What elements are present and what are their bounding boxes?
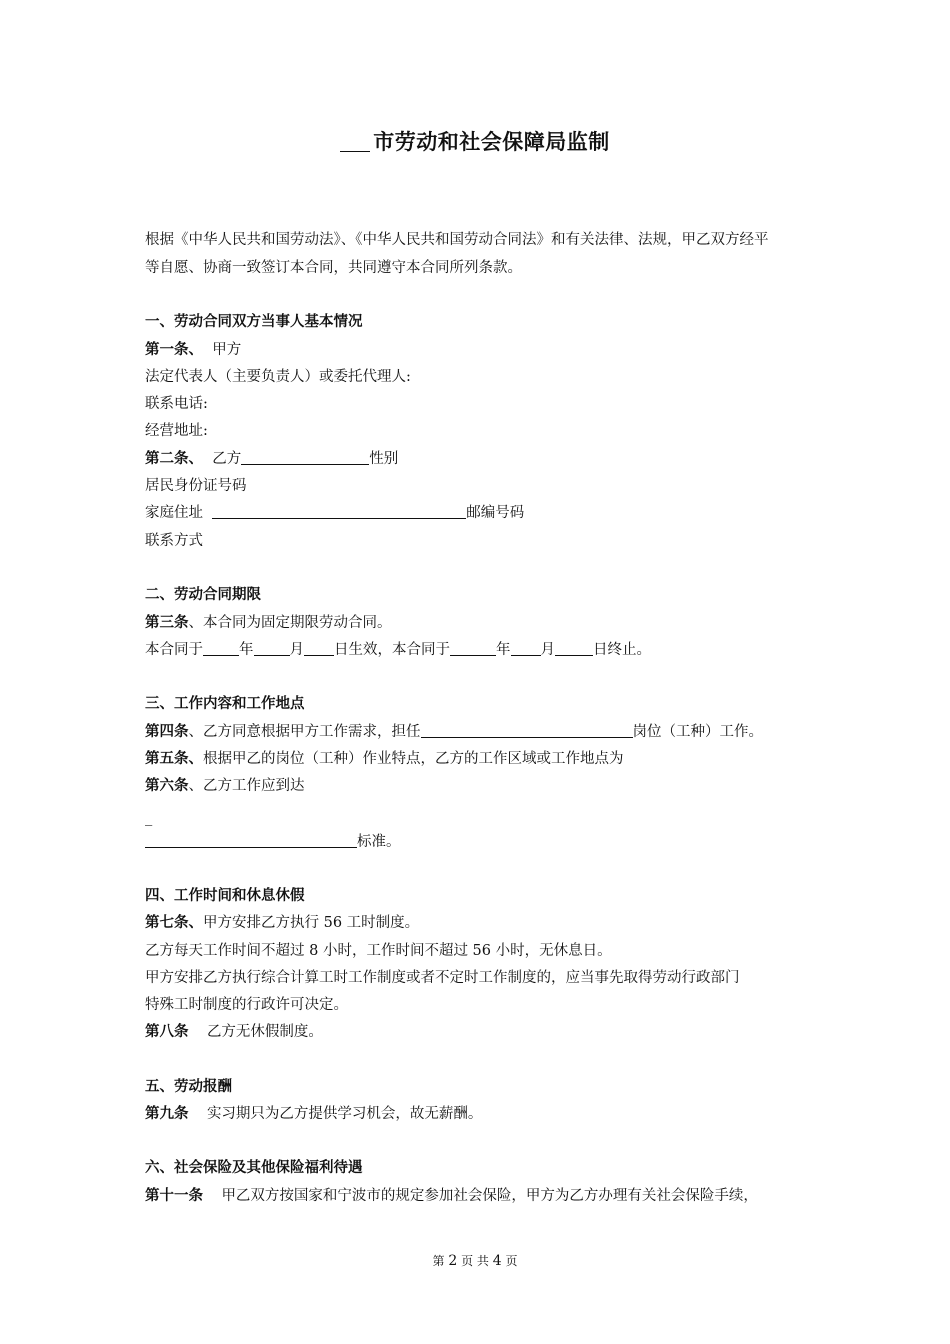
article-8-text: 乙方无休假制度。 xyxy=(206,1024,323,1040)
article-3 xyxy=(145,613,392,633)
special-hours-line-2: 特殊工时制度的行政许可决定。 xyxy=(145,997,348,1013)
term-end: 日终止。 xyxy=(593,642,651,658)
end-month-blank[interactable] xyxy=(511,640,541,656)
footer-prefix: 第 xyxy=(432,1254,445,1268)
article-3-label: 第三条 xyxy=(145,615,189,631)
end-year-blank[interactable] xyxy=(450,640,496,656)
article-11-label: 第十一条 xyxy=(145,1188,203,1204)
article-6 xyxy=(145,776,305,796)
article-3-text: 、本合同为固定期限劳动合同。 xyxy=(188,615,392,631)
article-2-party: 乙方 xyxy=(212,451,242,467)
page-number: 2 xyxy=(448,1253,458,1269)
term-effective: 日生效，本合同于 xyxy=(334,642,450,658)
article-9-text: 实习期只为乙方提供学习机会，故无薪酬。 xyxy=(206,1106,483,1122)
month-label: 月 xyxy=(540,642,555,658)
article-7-text: 甲方安排乙方执行 56 工时制度。 xyxy=(203,915,420,931)
intro-line-1: 根据《中华人民共和国劳动法》、《中华人民共和国劳动合同法》和有关法律、法规，甲乙双方经平 xyxy=(145,232,769,248)
title-blank xyxy=(340,131,370,152)
page-footer xyxy=(0,1252,950,1269)
gender-label: 性别 xyxy=(369,451,399,467)
article-4 xyxy=(145,722,763,742)
article-8-label: 第八条 xyxy=(145,1024,189,1040)
home-address-blank[interactable] xyxy=(212,503,466,519)
article-4-label: 第四条 xyxy=(145,724,189,740)
article-8 xyxy=(145,1022,323,1042)
section-5-heading: 五、劳动报酬 xyxy=(145,1079,232,1095)
standard-label: 标准。 xyxy=(357,834,401,850)
address-line: 经营地址: xyxy=(145,423,208,439)
section-1-heading: 一、劳动合同双方当事人基本情况 xyxy=(145,314,363,330)
id-line: 居民身份证号码 xyxy=(145,478,247,494)
month-label: 月 xyxy=(289,642,304,658)
article-9-label: 第九条 xyxy=(145,1106,189,1122)
term-line xyxy=(145,640,651,660)
article-11 xyxy=(145,1186,758,1206)
footer-suffix: 页 xyxy=(505,1254,518,1268)
article-1-label: 第一条、 xyxy=(145,342,203,358)
dash-line: _ xyxy=(145,810,153,826)
start-day-blank[interactable] xyxy=(304,640,334,656)
end-day-blank[interactable] xyxy=(555,640,593,656)
year-label: 年 xyxy=(239,642,254,658)
start-month-blank[interactable] xyxy=(254,640,290,656)
standard-blank[interactable] xyxy=(145,832,357,848)
article-6-label: 第六条 xyxy=(145,778,189,794)
article-7 xyxy=(145,913,419,933)
article-5-text: 根据甲乙的岗位（工种）作业特点，乙方的工作区域或工作地点为 xyxy=(203,751,624,767)
article-1 xyxy=(145,340,241,360)
document-title xyxy=(0,126,950,156)
position-blank[interactable] xyxy=(421,722,633,738)
contact-line: 联系方式 xyxy=(145,533,203,549)
article-2 xyxy=(145,449,398,469)
section-4-heading: 四、工作时间和休息休假 xyxy=(145,888,305,904)
title-text: 市劳动和社会保障局监制 xyxy=(373,130,610,154)
article-5 xyxy=(145,749,624,769)
year-label: 年 xyxy=(496,642,511,658)
article-4-tail: 岗位（工种）工作。 xyxy=(632,724,763,740)
home-address-label: 家庭住址 xyxy=(145,505,203,521)
start-year-blank[interactable] xyxy=(203,640,239,656)
section-3-heading: 三、工作内容和工作地点 xyxy=(145,696,305,712)
name-blank[interactable] xyxy=(241,449,369,465)
article-7-label: 第七条、 xyxy=(145,915,203,931)
representative-line: 法定代表人（主要负责人）或委托代理人: xyxy=(145,369,411,385)
term-from: 本合同于 xyxy=(145,642,203,658)
article-6-text: 、乙方工作应到达 xyxy=(188,778,305,794)
article-9 xyxy=(145,1104,482,1124)
special-hours-line-1: 甲方安排乙方执行综合计算工时工作制度或者不定时工作制度的，应当事先取得劳动行政部门 xyxy=(145,970,740,986)
article-4-text: 、乙方同意根据甲方工作需求，担任 xyxy=(188,724,421,740)
phone-line: 联系电话: xyxy=(145,396,208,412)
footer-middle: 页 共 xyxy=(461,1254,489,1268)
article-2-label: 第二条、 xyxy=(145,451,203,467)
daily-hours-line: 乙方每天工作时间不超过 8 小时，工作时间不超过 56 小时，无休息日。 xyxy=(145,943,612,959)
section-2-heading: 二、劳动合同期限 xyxy=(145,587,261,603)
article-1-text: 甲方 xyxy=(212,342,242,358)
postcode-label: 邮编号码 xyxy=(466,505,525,521)
home-address-line xyxy=(145,503,524,523)
article-5-label: 第五条、 xyxy=(145,751,203,767)
section-6-heading: 六、社会保险及其他保险福利待遇 xyxy=(145,1160,363,1176)
standard-line xyxy=(145,832,401,852)
total-pages: 4 xyxy=(492,1253,502,1269)
intro-line-2: 等自愿、协商一致签订本合同，共同遵守本合同所列条款。 xyxy=(145,260,522,276)
article-11-text: 甲乙双方按国家和宁波市的规定参加社会保险，甲方为乙方办理有关社会保险手续， xyxy=(221,1188,758,1204)
